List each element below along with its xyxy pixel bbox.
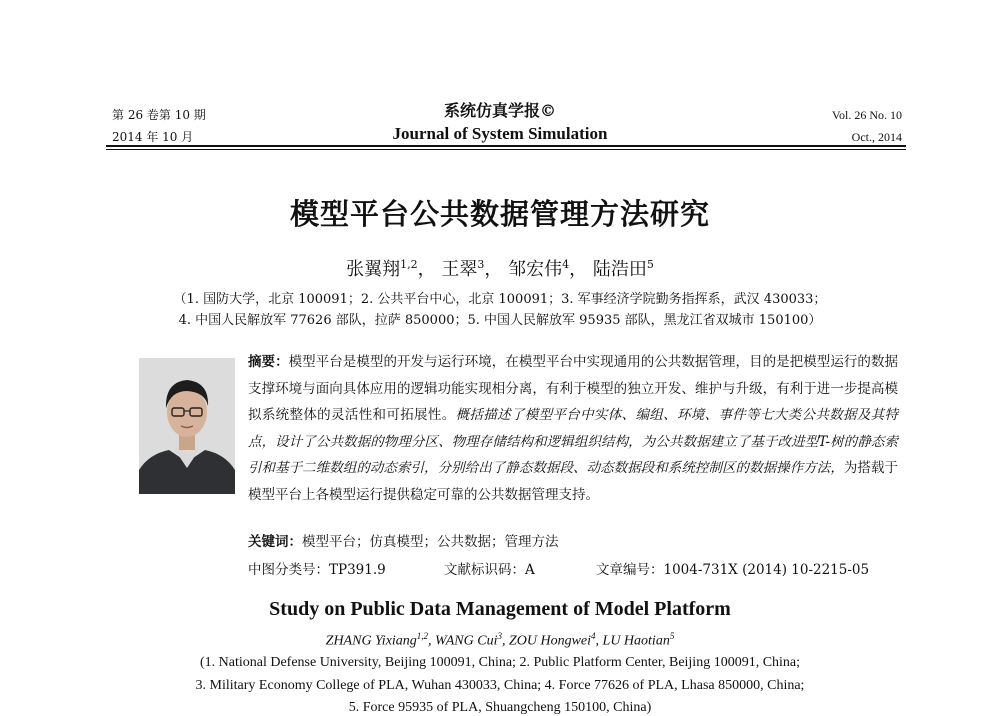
journal-name-en: Journal of System Simulation: [392, 124, 608, 143]
affiliation-en-line-3: 5. Force 95935 of PLA, Shuangcheng 150100, China): [348, 700, 652, 715]
affiliation-en-line-2: 3. Military Economy College of PLA, Wuhan 430033, China; 4. Force 77626 of PLA, Lhasa 850000, China;: [195, 678, 805, 693]
author-sup: 1,2: [416, 631, 429, 641]
keywords-text: 模型平台；仿真模型；公共数据；管理方法: [302, 534, 559, 550]
keywords-cn: [248, 531, 559, 553]
author-name: WANG Cui: [435, 633, 498, 649]
author-name: ZHANG Yixiang: [325, 633, 417, 649]
date-cn: 2014 年 10 月: [112, 130, 194, 144]
keywords-label: 关键词：: [248, 534, 302, 550]
affiliation-cn-line-2: 4. 中国人民解放军 77626 部队，拉萨 850000；5. 中国人民解放军 95935 部队，黑龙江省双城市 150100）: [178, 313, 822, 328]
authors-cn: 张翼翔$^{1,2}$， 王翠$^3$， 邹宏伟$^4$， 陆浩田$^5$: [346, 258, 654, 280]
author-name: 王翠: [441, 259, 478, 280]
journal-name-cn: 系统仿真学报©: [443, 101, 556, 120]
author-sup: 3: [497, 631, 502, 641]
volume-cn: 第 26 卷第 10 期: [112, 108, 206, 122]
affiliation-cn-line-1: （1. 国防大学，北京 100091；2. 公共平台中心，北京 100091；3. 军事经济学院勤务指挥系，武汉 430033；: [173, 292, 827, 307]
date-en: Oct., 2014: [851, 130, 902, 144]
volume-en: Vol. 26 No. 10: [831, 108, 902, 122]
author-sup: 4: [591, 631, 596, 641]
paper-title-en: Study on Public Data Management of Model Platform: [269, 598, 731, 620]
abstract-text-end: 为搭载于模型平台上各模型运行提供稳定可靠的公共数据管理支持。: [248, 460, 899, 503]
author-sup: 3: [477, 258, 485, 271]
abstract-text-regular: 模型平台是模型的开发与运行环境，在模型平台中实现通用的公共数据管理，目的是把模型运行的数据支撑环境与面向具体应用的逻辑功能实现相分离，有利于模型的独立开发、维护与升级，有利于进一步提高模拟系统整体的灵活性和可拓展性。: [248, 354, 899, 423]
author-sup: 5: [669, 631, 675, 641]
author-sup: 4: [562, 258, 570, 271]
author-name: 张翼翔: [346, 259, 401, 280]
authors-en: ZHANG Yixiang$^{1,2}$, WANG Cui$^3$, ZOU Hongwei$^4$, LU Haotian$^5$: [325, 631, 675, 649]
author-portrait-photo: [139, 358, 235, 494]
paper-title-cn: 模型平台公共数据管理方法研究: [289, 197, 710, 231]
portrait-icon: [139, 358, 235, 494]
author-sup: 5: [646, 258, 654, 271]
header-rule-thin: [106, 149, 906, 150]
abstract-label: 摘要：: [248, 354, 289, 370]
author-name: 邹宏伟: [508, 259, 563, 280]
document-code: 文献标识码：A: [444, 562, 535, 578]
abstract-text-italic: 概括描述了模型平台中实体、编组、环境、事件等七大类公共数据及其特点，设计了公共数据的物理分区、物理存储结构和逻辑组织结构，为公共数据建立了基于改进型T-树的静态索引和基于二维数组的动态索引，分别给出了静态数据段、动态数据段和系统控制区的数据操作方法，: [248, 407, 899, 476]
clc-number: 中图分类号：TP391.9: [248, 562, 386, 578]
author-name: 陆浩田: [592, 259, 647, 280]
journal-issue-en: [832, 104, 902, 148]
article-number: 文章编号：1004-731X (2014) 10-2215-05: [596, 562, 870, 578]
author-name: ZOU Hongwei: [508, 633, 592, 649]
author-name: LU Haotian: [602, 633, 670, 649]
header-rule-thick: [106, 145, 906, 147]
abstract-cn: [248, 349, 898, 508]
author-sup: 1,2: [400, 258, 418, 271]
affiliation-en-line-1: (1. National Defense University, Beijing 100091, China; 2. Public Platform Center, Beijing 100091, China;: [199, 655, 801, 670]
